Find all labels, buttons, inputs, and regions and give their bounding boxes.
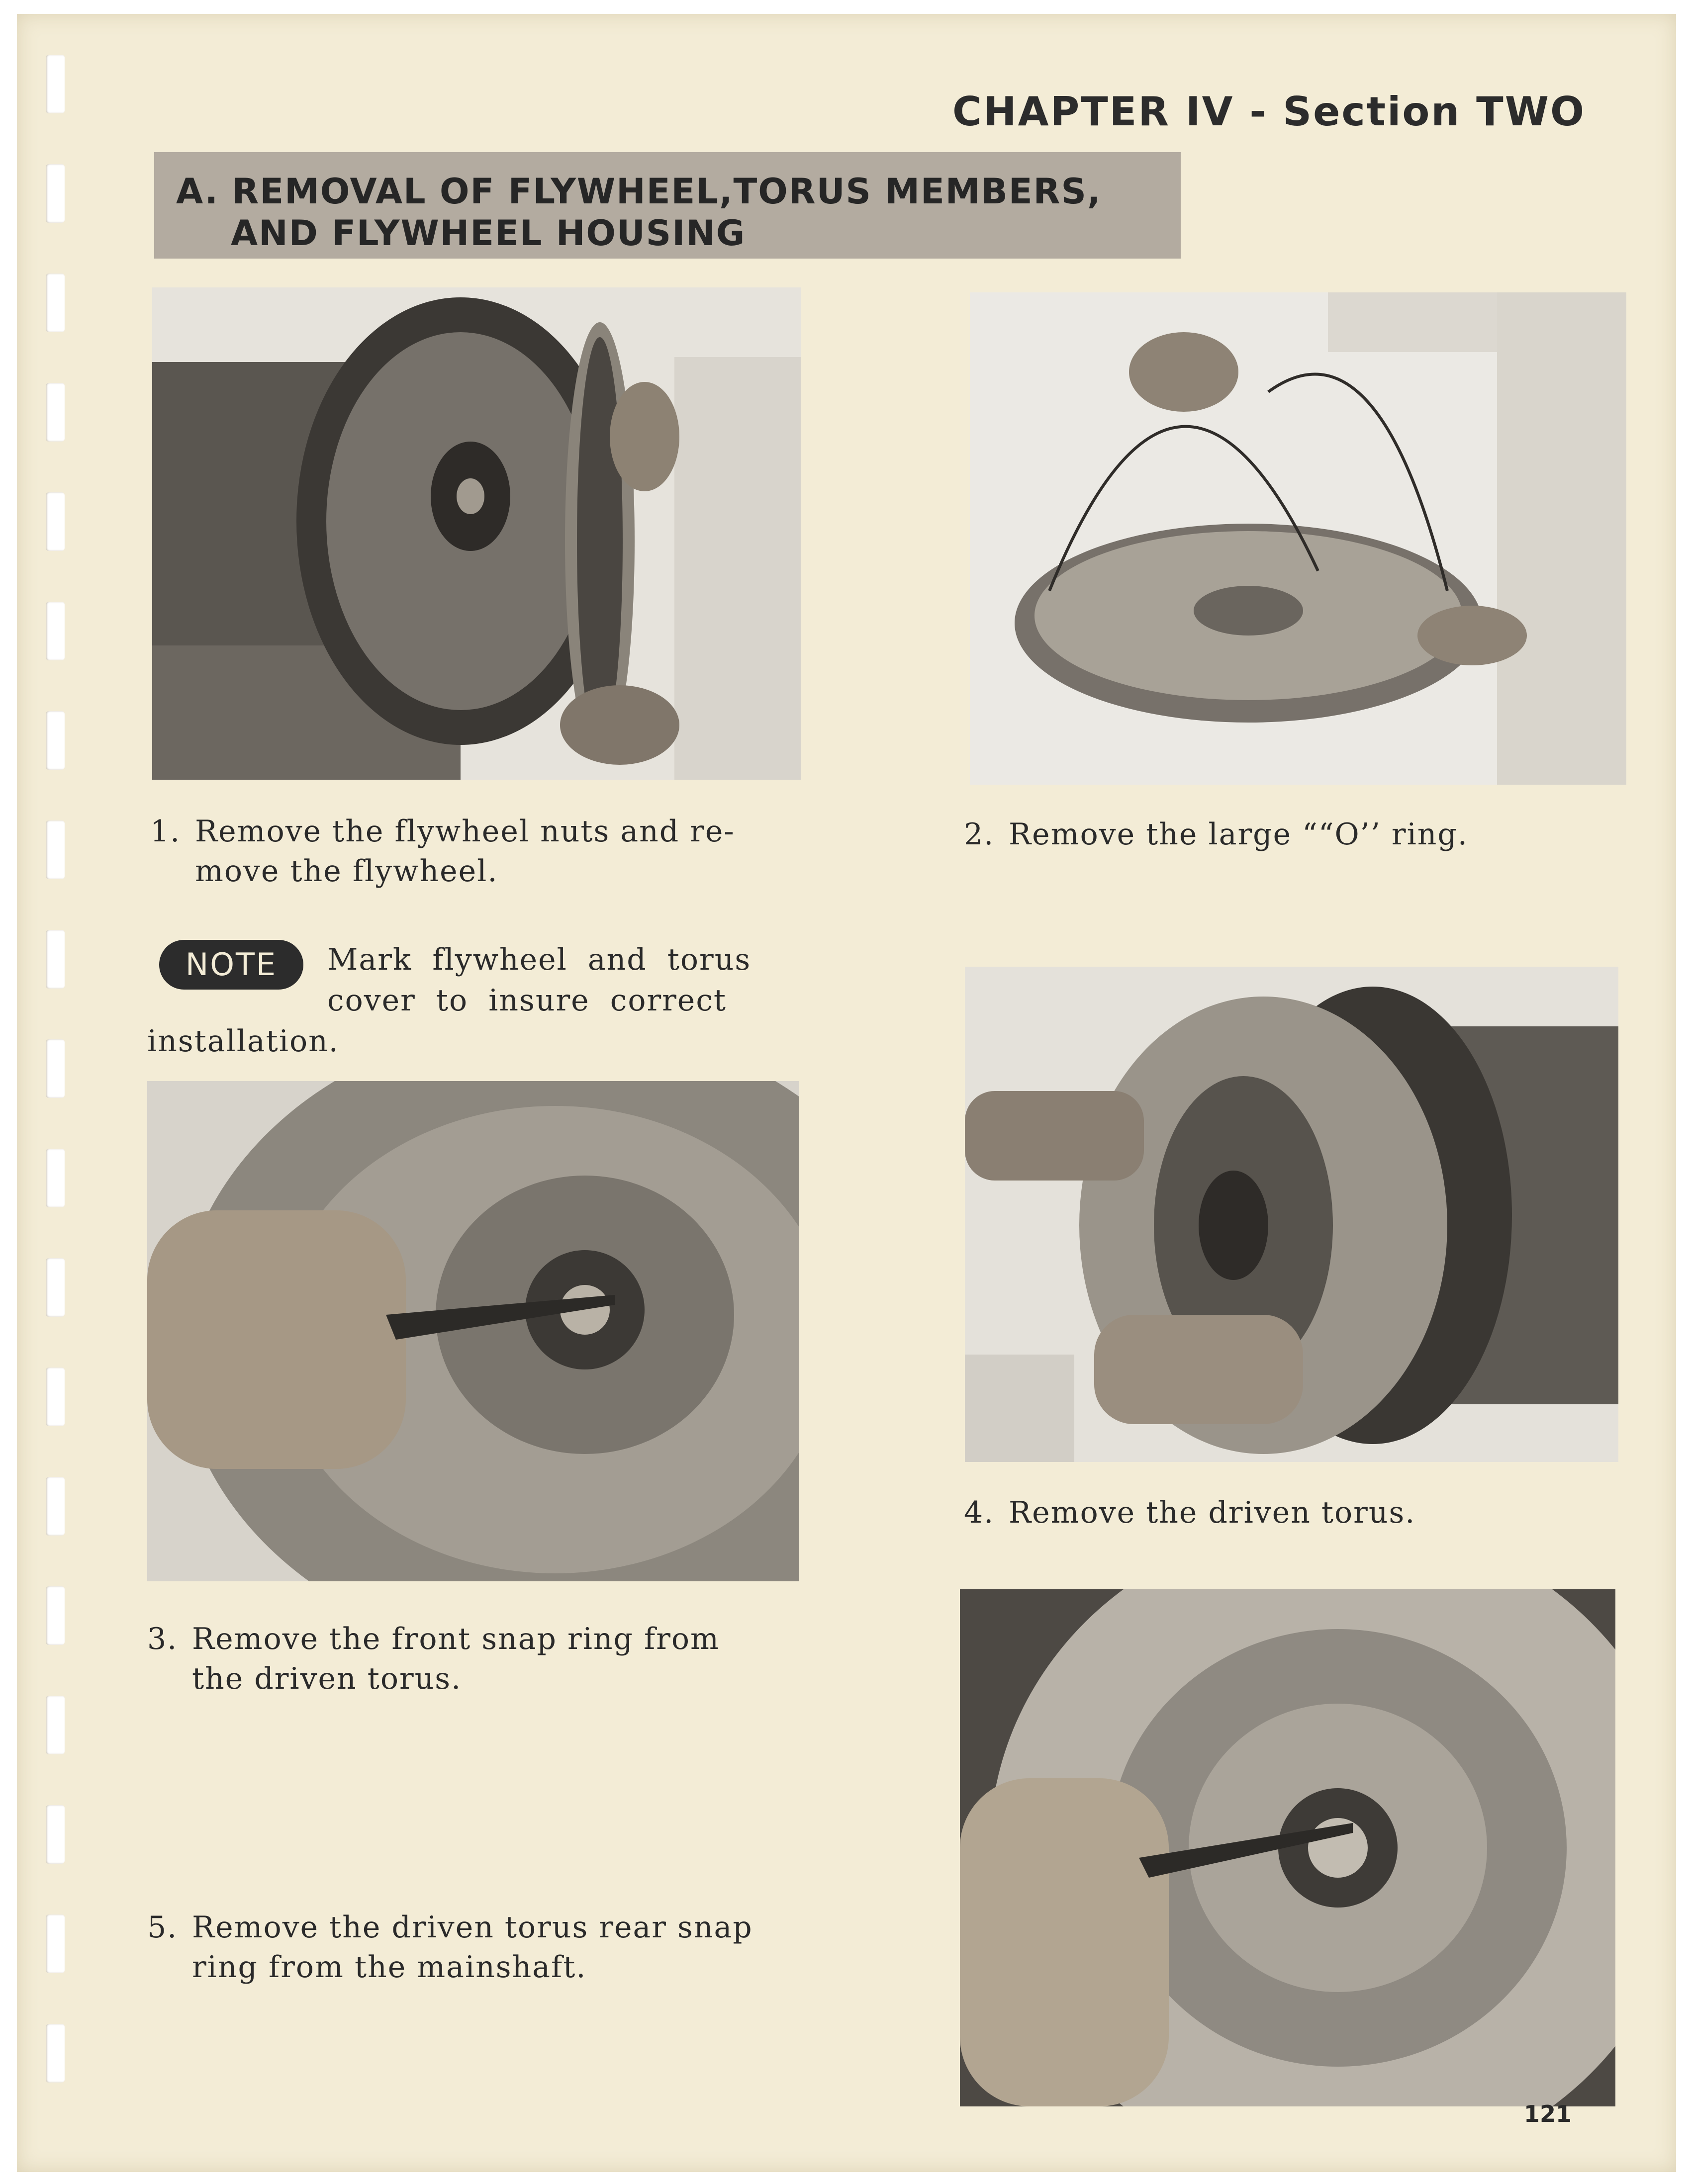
binder-hole — [46, 2024, 65, 2083]
step-1-caption — [150, 812, 735, 891]
step-number: 1. — [150, 814, 181, 849]
step-text: Remove the driven torus. — [1009, 1495, 1416, 1530]
step-3-caption — [147, 1619, 720, 1699]
binder-hole — [46, 164, 65, 223]
section-title-banner — [154, 152, 1181, 259]
page-number: 121 — [1523, 2100, 1572, 2127]
photo-driven-torus — [965, 967, 1618, 1462]
binder-holes — [17, 14, 87, 2172]
binder-hole — [46, 1367, 65, 1426]
step-5-caption — [147, 1908, 753, 1987]
binder-hole — [46, 492, 65, 551]
step-text: the driven torus. — [192, 1661, 462, 1696]
chapter-heading: CHAPTER IV - Section TWO — [952, 89, 1586, 135]
binder-hole — [46, 383, 65, 442]
note-badge: NOTE — [159, 940, 303, 990]
binder-hole — [46, 711, 65, 770]
binder-hole — [46, 1477, 65, 1536]
binder-hole — [46, 1258, 65, 1317]
binder-hole — [46, 1696, 65, 1754]
section-title-line-2: AND FLYWHEEL HOUSING — [231, 213, 746, 254]
step-text: Remove the front snap ring from — [192, 1622, 720, 1656]
photo-o-ring-removal — [970, 292, 1626, 785]
photo-front-snap-ring — [147, 1081, 799, 1581]
step-number: 4. — [964, 1495, 995, 1530]
binder-hole — [46, 1149, 65, 1207]
step-text: ring from the mainshaft. — [192, 1950, 587, 1985]
step-text: Remove the large ““O’’ ring. — [1009, 817, 1468, 852]
step-4-caption — [964, 1493, 1415, 1533]
step-2-caption — [964, 815, 1468, 854]
section-title-line-1: A. REMOVAL OF FLYWHEEL,TORUS MEMBERS, — [176, 171, 1102, 212]
binder-hole — [46, 1039, 65, 1098]
step-text: Remove the driven torus rear snap — [192, 1910, 753, 1945]
binder-hole — [46, 1805, 65, 1864]
step-text: Remove the flywheel nuts and re- — [195, 814, 735, 849]
binder-hole — [46, 273, 65, 332]
note-text-line-3: installation. — [147, 1024, 339, 1059]
photo-flywheel-removal — [152, 287, 801, 780]
binder-hole — [46, 820, 65, 879]
binder-hole — [46, 930, 65, 989]
binder-hole — [46, 602, 65, 660]
note-text-line-2: cover to insure correct — [327, 983, 727, 1018]
step-text: move the flywheel. — [195, 854, 498, 889]
step-number: 3. — [147, 1622, 178, 1656]
note-text-line-1: Mark flywheel and torus — [327, 942, 752, 977]
binder-hole — [46, 55, 65, 113]
binder-hole — [46, 1586, 65, 1645]
photo-rear-snap-ring — [960, 1589, 1615, 2106]
step-number: 2. — [964, 817, 995, 852]
step-number: 5. — [147, 1910, 178, 1945]
binder-hole — [46, 1914, 65, 1973]
manual-page — [17, 14, 1676, 2172]
